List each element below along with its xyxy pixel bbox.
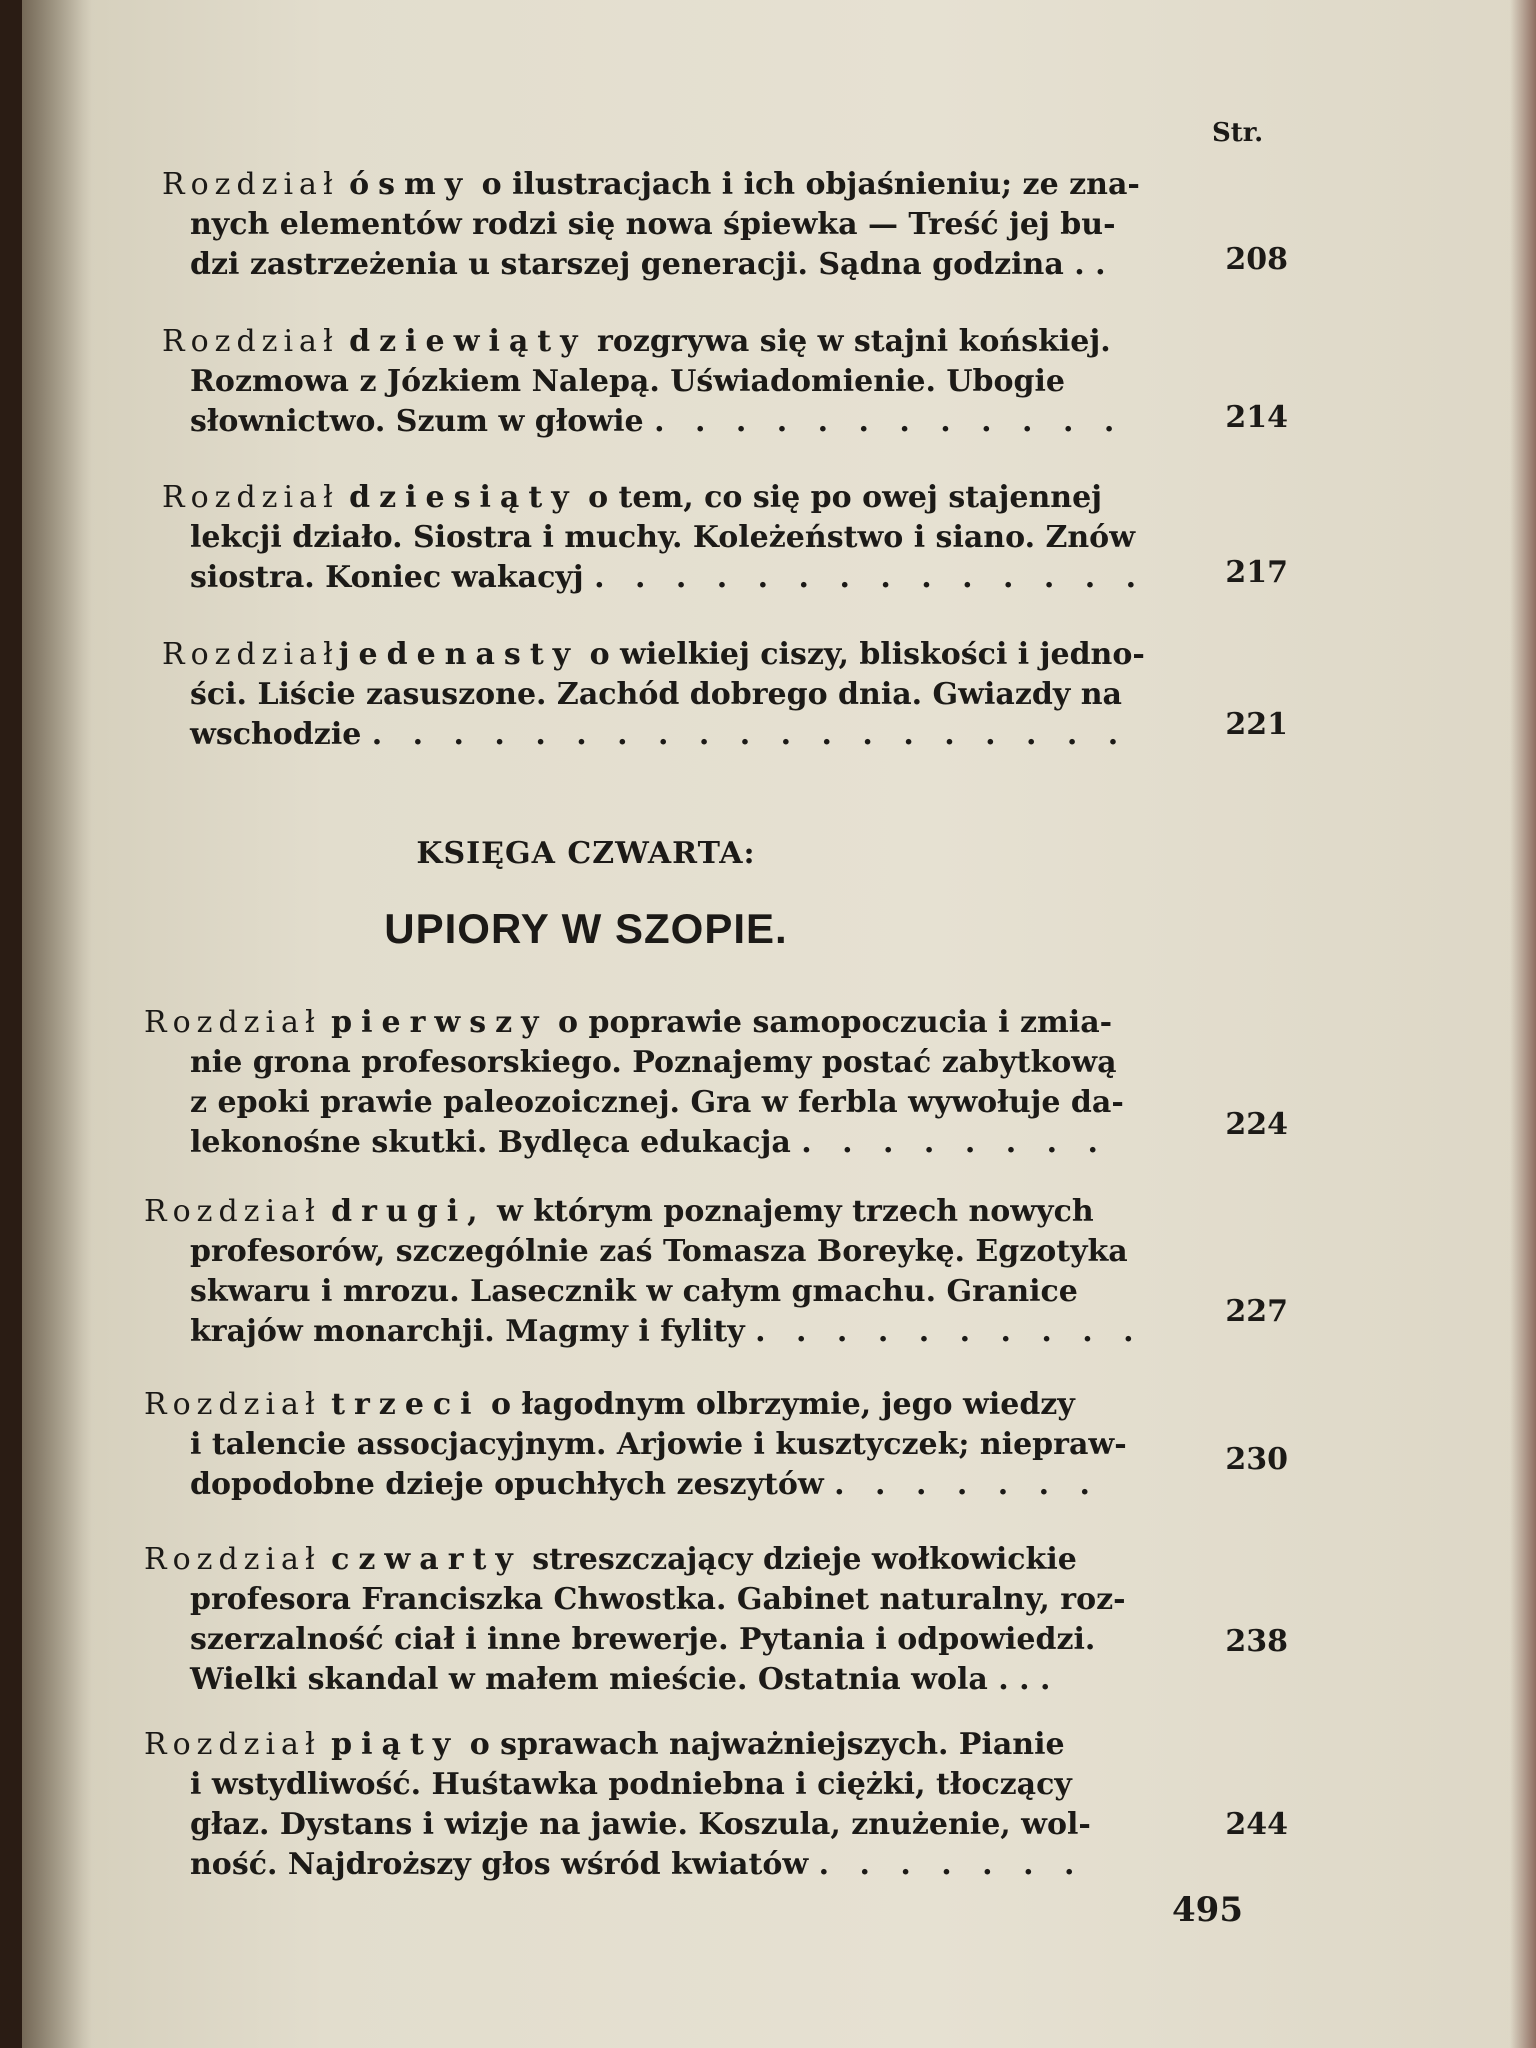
toc-line: wschodzie . . . . . . . . . . . . . . . . . . .	[190, 717, 1129, 752]
book-label: KSIĘGA CZWARTA:	[416, 836, 756, 871]
toc-line: nie grona profesorskiego. Poznajemy postać zabytkową	[190, 1045, 1117, 1080]
page-edge	[1510, 0, 1536, 2048]
book-page	[22, 0, 1536, 2048]
toc-page-number: 214	[1225, 400, 1288, 435]
toc-line: lekcji działo. Siostra i muchy. Koleżeństwo i siano. Znów	[190, 520, 1136, 555]
toc-page-number: 224	[1225, 1107, 1288, 1142]
toc-line: Rozdział dziewiąty rozgrywa się w stajni końskiej.	[162, 324, 1111, 359]
toc-line: skwaru i mrozu. Lasecznik w całym gmachu. Granice	[190, 1274, 1078, 1309]
toc-line: Rozdział trzeci o łagodnym olbrzymie, jego wiedzy	[144, 1387, 1075, 1422]
toc-line: Rozdział ósmy o ilustracjach i ich objaśnieniu; ze zna-	[162, 167, 1140, 202]
toc-line: z epoki prawie paleozoicznej. Gra w ferbla wywołuje da-	[190, 1085, 1124, 1120]
toc-page-number: 221	[1225, 707, 1288, 742]
toc-page-number: 244	[1225, 1807, 1288, 1842]
toc-line: profesorów, szczególnie zaś Tomasza Boreykę. Egzotyka	[190, 1234, 1128, 1269]
toc-line: lekonośne skutki. Bydlęca edukacja . . . . . . . .	[190, 1125, 1108, 1160]
toc-page-number: 230	[1225, 1442, 1288, 1477]
page-column-label: Str.	[1212, 118, 1264, 148]
toc-line: głaz. Dystans i wizje na jawie. Koszula, znużenie, wol-	[190, 1807, 1091, 1842]
toc-line: krajów monarchji. Magmy i fylity . . . . . . . . . .	[190, 1314, 1144, 1349]
toc-line: ści. Liście zasuszone. Zachód dobrego dnia. Gwiazdy na	[190, 677, 1122, 712]
toc-line: szerzalność ciał i inne brewerje. Pytania i odpowiedzi.	[190, 1622, 1096, 1657]
toc-line: i wstydliwość. Huśtawka podniebna i ciężki, tłoczący	[190, 1767, 1072, 1802]
toc-line: słownictwo. Szum w głowie . . . . . . . . . . . .	[190, 404, 1125, 439]
toc-page-number: 238	[1225, 1624, 1288, 1659]
toc-line: Rozdział pierwszy o poprawie samopoczucia i zmia-	[144, 1005, 1113, 1040]
toc-line: nych elementów rodzi się nowa śpiewka — Treść jej bu-	[190, 207, 1116, 242]
toc-line: i talencie assocjacyjnym. Arjowie i kusztyczek; nieprаw-	[190, 1427, 1127, 1462]
toc-line: Rozdział drugi, w którym poznajemy trzech nowych	[144, 1194, 1094, 1229]
toc-page-number: 208	[1225, 242, 1288, 277]
toc-page-number: 217	[1225, 555, 1288, 590]
toc-line: siostra. Koniec wakacyj . . . . . . . . . . . . . .	[190, 560, 1147, 595]
toc-line: Rozmowa z Józkiem Nalepą. Uświadomienie. Ubogie	[190, 364, 1065, 399]
toc-line: dopodobne dzieje opuchłych zeszytów . . . . . . .	[190, 1467, 1100, 1502]
toc-line: dzi zastrzeżenia u starszej generacji. Sądna godzina . .	[190, 247, 1106, 282]
toc-line: profesora Franciszka Chwostka. Gabinet naturalny, roz-	[190, 1582, 1126, 1617]
book-title: UPIORY W SZOPIE.	[384, 905, 788, 952]
toc-page-number: 227	[1225, 1294, 1288, 1329]
toc-line: Rozdział czwarty streszczający dzieje wołkowickie	[144, 1542, 1077, 1577]
toc-line: Wielki skandal w małem mieście. Ostatnia wola . . .	[190, 1662, 1051, 1697]
gutter-shadow	[22, 0, 92, 2048]
toc-line: Rozdział dziesiąty o tem, co się po owej stajennej	[162, 480, 1103, 515]
page-number: 495	[1172, 1890, 1243, 1930]
toc-line: Rozdział piąty o sprawach najważniejszych. Pianie	[144, 1727, 1065, 1762]
toc-line: ność. Najdroższy głos wśród kwiatów . . . . . . .	[190, 1847, 1085, 1882]
toc-line: Rozdziałjedenasty o wielkiej ciszy, bliskości i jedno-	[162, 637, 1145, 672]
